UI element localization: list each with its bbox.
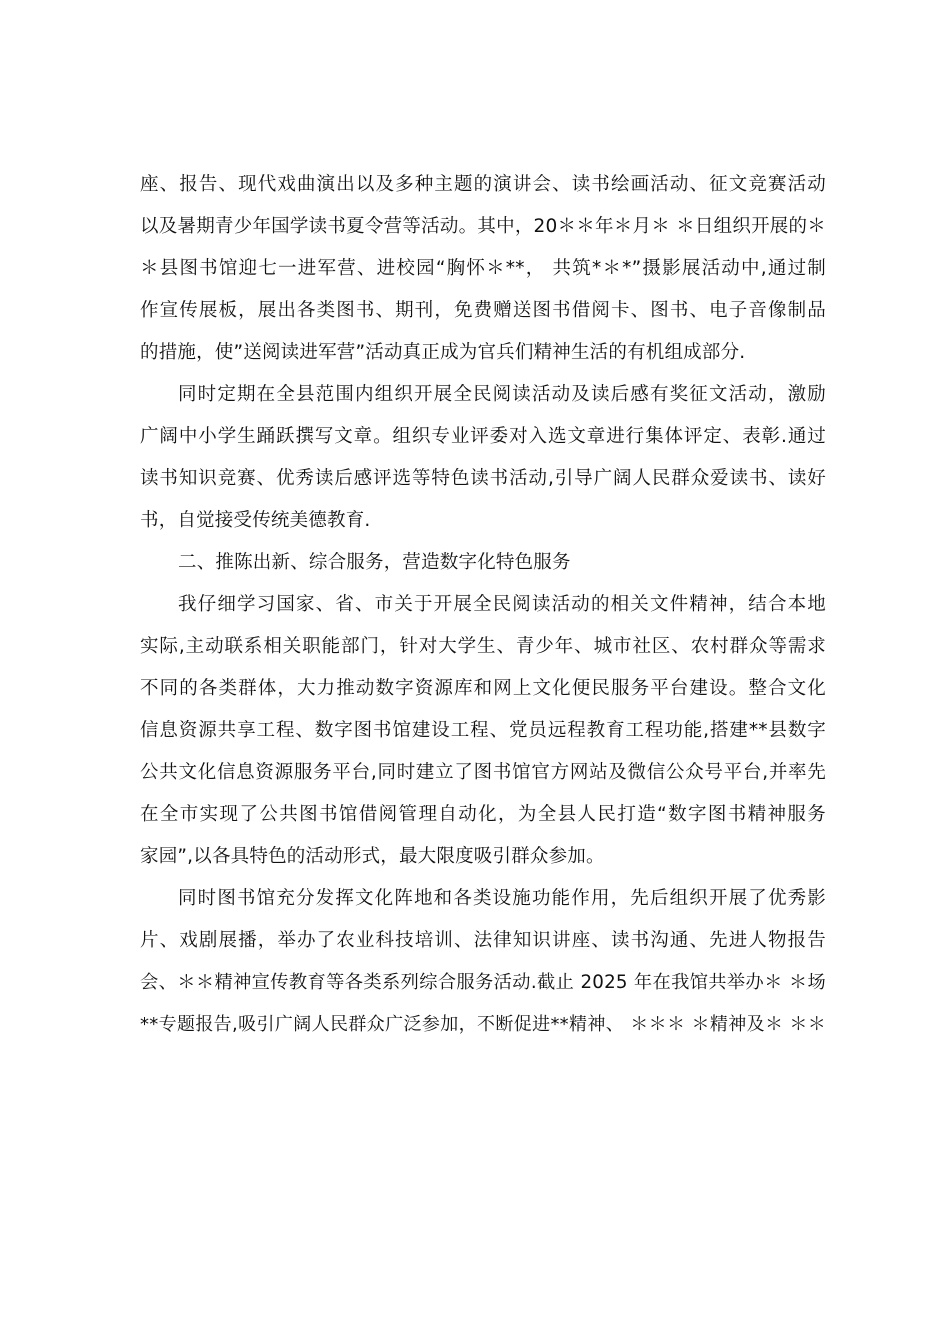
paragraph-3-line-5: 公共文化信息资源服务平台,同时建立了图书馆官方网站及微信公众号平台,并率先	[140, 762, 826, 783]
paragraph-4-line-3: 会、＊＊精神宣传教育等各类系列综合服务活动.截止 2025 年在我馆共举办＊ ＊场	[140, 972, 826, 993]
paragraph-1-line-5: 的措施，使”送阅读进军营”活动真正成为官兵们精神生活的有机组成部分.	[140, 342, 746, 363]
paragraph-3-line-4: 信息资源共享工程、数字图书馆建设工程、党员远程教育工程功能,搭建**县数字	[140, 720, 826, 741]
paragraph-4-line-1: 同时图书馆充分发挥文化阵地和各类设施功能作用，先后组织开展了优秀影	[178, 888, 826, 909]
paragraph-1-line-3: ＊县图书馆迎七一进军营、进校园“胸怀＊**， 共筑*＊*”摄影展活动中,通过制	[140, 258, 826, 279]
paragraph-2-line-2: 广阔中小学生踊跃撰写文章。组织专业评委对入选文章进行集体评定、表彰.通过	[140, 426, 826, 447]
paragraph-4-line-2: 片、戏剧展播，举办了农业科技培训、法律知识讲座、读书沟通、先进人物报告	[140, 930, 826, 951]
paragraph-3-line-6: 在全市实现了公共图书馆借阅管理自动化，为全县人民打造“数字图书精神服务	[140, 804, 826, 825]
paragraph-1-line-2: 以及暑期青少年国学读书夏令营等活动。其中，20＊＊年＊月＊ ＊日组织开展的＊	[140, 216, 826, 237]
paragraph-3-line-7: 家园”,以各具特色的活动形式，最大限度吸引群众参加。	[140, 846, 605, 867]
paragraph-2-line-1: 同时定期在全县范围内组织开展全民阅读活动及读后感有奖征文活动，激励	[178, 384, 826, 405]
paragraph-2-line-3: 读书知识竞赛、优秀读后感评选等特色读书活动,引导广阔人民群众爱读书、读好	[140, 468, 826, 489]
paragraph-2-line-4: 书，自觉接受传统美德教育.	[140, 510, 371, 531]
paragraph-4-line-4: **专题报告,吸引广阔人民群众广泛参加，不断促进**精神、 ＊＊＊ ＊精神及＊ ＊＊	[140, 1014, 826, 1035]
section-heading: 二、推陈出新、综合服务，营造数字化特色服务	[178, 552, 571, 573]
paragraph-3-line-1: 我仔细学习国家、省、市关于开展全民阅读活动的相关文件精神，结合本地	[178, 594, 826, 615]
paragraph-3-line-3: 不同的各类群体，大力推动数字资源库和网上文化便民服务平台建设。整合文化	[140, 678, 826, 699]
paragraph-1-line-1: 座、报告、现代戏曲演出以及多种主题的演讲会、读书绘画活动、征文竞赛活动	[140, 174, 826, 195]
paragraph-1-line-4: 作宣传展板，展出各类图书、期刊，免费赠送图书借阅卡、图书、电子音像制品	[140, 300, 826, 321]
paragraph-3-line-2: 实际,主动联系相关职能部门，针对大学生、青少年、城市社区、农村群众等需求	[140, 636, 826, 657]
